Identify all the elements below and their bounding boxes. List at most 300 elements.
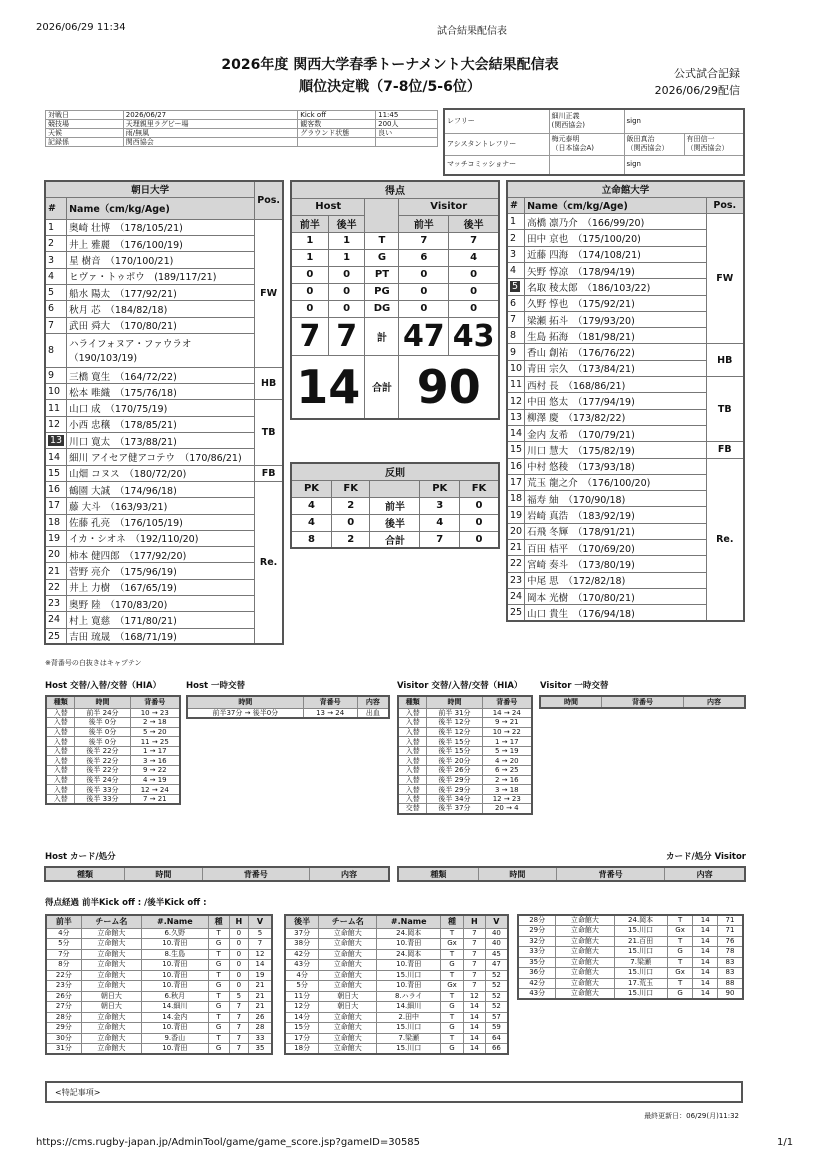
score-row <box>291 232 499 249</box>
table-cell: 立命館大 <box>81 928 141 939</box>
penalty-hfk: 2 <box>331 531 370 548</box>
info-cell: 天候 <box>46 129 124 138</box>
table-cell: 入替 <box>46 794 75 804</box>
score-progress-row <box>46 939 272 950</box>
position-tb: TB <box>706 377 744 442</box>
table-cell: 6 → 25 <box>482 766 532 776</box>
table-cell: 7 <box>229 1033 248 1044</box>
player-row <box>507 377 744 393</box>
sub-row <box>398 766 532 776</box>
table-cell: 5 → 20 <box>130 727 180 737</box>
player-number: 9 <box>48 370 55 382</box>
table-cell: 立命館大 <box>319 939 377 950</box>
table-cell: T <box>208 991 229 1002</box>
table-cell: 14 <box>693 936 718 947</box>
player-name-cell <box>67 579 255 595</box>
total-label: 合計 <box>365 355 399 419</box>
player-row <box>45 219 283 235</box>
table-cell: 8.ハライ <box>377 991 441 1002</box>
player-name: 奥崎 壮博 （178/105/21) <box>69 223 183 235</box>
score-progress-row <box>518 968 743 979</box>
table-cell: 30分 <box>46 1033 81 1044</box>
table-cell: 27分 <box>46 1002 81 1013</box>
score-h2: 0 <box>328 300 365 317</box>
table-cell: 21 <box>248 1002 272 1013</box>
player-number: 1 <box>510 216 517 228</box>
player-row <box>45 367 283 383</box>
sub-row <box>398 804 532 814</box>
table-cell: G <box>667 989 693 1000</box>
sub-row <box>46 737 180 747</box>
player-name-cell <box>67 317 255 333</box>
player-number-cell <box>507 295 525 311</box>
player-number: 18 <box>510 493 523 505</box>
score-progress-row <box>46 1044 272 1055</box>
player-number-cell <box>507 588 525 604</box>
score-h2: 1 <box>328 232 365 249</box>
visitor-total: 90 <box>399 355 499 419</box>
player-number-cell <box>507 214 525 230</box>
table-cell: 10 → 23 <box>130 708 180 718</box>
player-number: 25 <box>510 607 523 619</box>
player-name: 藤 大斗 （163/93/21) <box>69 501 168 513</box>
player-number: 1 <box>48 221 55 233</box>
player-row <box>45 498 283 514</box>
score-v1: 0 <box>399 266 449 283</box>
table-cell: 47 <box>485 960 508 971</box>
player-row <box>507 214 744 230</box>
player-number: 2 <box>510 232 517 244</box>
host-name-header: Name（cm/kg/Age) <box>67 197 255 219</box>
player-name: 青田 宗久 （173/84/21) <box>527 364 635 376</box>
sub-row <box>398 708 532 718</box>
player-name: 福寿 紬 （170/90/18) <box>527 494 626 506</box>
player-row <box>45 301 283 317</box>
table-cell: 24.岡本 <box>377 949 441 960</box>
score-v1: 0 <box>399 283 449 300</box>
player-number-cell <box>507 279 525 295</box>
player-name-cell <box>525 360 706 376</box>
table-cell: 6.久野 <box>142 928 208 939</box>
table-cell: 24.岡本 <box>614 915 667 926</box>
player-name-cell <box>525 572 706 588</box>
host-team-name: 朝日大学 <box>45 181 255 197</box>
player-name-cell <box>67 236 255 252</box>
table-cell: 33 <box>248 1033 272 1044</box>
penalty-title: 反則 <box>291 463 499 480</box>
player-name: イカ・シオネ （192/110/20) <box>69 534 199 546</box>
table-cell: 18分 <box>285 1044 319 1055</box>
player-number: 7 <box>510 314 517 326</box>
table-cell: G <box>441 1023 464 1034</box>
column-header: 背番号 <box>482 696 532 708</box>
score-progress-row <box>518 915 743 926</box>
player-number: 12 <box>48 418 61 430</box>
player-row <box>45 384 283 400</box>
table-cell: 43分 <box>518 989 556 1000</box>
table-cell: 後半 22分 <box>75 746 130 756</box>
score-label: PG <box>365 283 399 300</box>
page-subtitle: 順位決定戦（7-8位/5-6位） <box>299 79 481 95</box>
player-number-cell <box>507 442 525 458</box>
score-progress-row <box>46 928 272 939</box>
table-cell: 入替 <box>398 746 427 756</box>
table-cell: 28 <box>248 1023 272 1034</box>
column-header: 種 <box>208 915 229 928</box>
column-header: 内容 <box>309 867 389 881</box>
player-number-cell <box>45 252 67 268</box>
player-name: 三橋 寛生 （164/72/22) <box>69 371 177 383</box>
table-cell: 13 → 24 <box>303 708 357 718</box>
player-row <box>45 628 283 644</box>
score-visitor-header: Visitor <box>399 198 499 215</box>
player-number-cell <box>45 219 67 235</box>
table-cell: 15分 <box>285 1023 319 1034</box>
player-number-cell <box>45 530 67 546</box>
table-header-row <box>187 696 389 708</box>
table-cell: 後半 15分 <box>427 737 482 747</box>
sub-row <box>46 727 180 737</box>
table-cell: 14 <box>693 947 718 958</box>
score-progress-row <box>285 949 508 960</box>
score-h1: 0 <box>291 283 328 300</box>
score-progress-row <box>518 989 743 1000</box>
table-cell: 5 <box>229 991 248 1002</box>
table-cell: 24.岡本 <box>377 928 441 939</box>
table-cell: 0 <box>229 981 248 992</box>
player-name-cell <box>67 416 255 432</box>
player-name-cell <box>67 433 255 449</box>
table-cell: 交替 <box>398 804 427 814</box>
column-header: 背番号 <box>130 696 180 708</box>
player-name: 武田 舜大 （170/80/21) <box>69 321 177 333</box>
column-header: 背番号 <box>602 696 684 708</box>
ar3-assoc: （関西協会） <box>686 144 729 152</box>
position-hb: HB <box>706 344 744 377</box>
table-cell: 22分 <box>46 970 81 981</box>
player-number-cell <box>507 393 525 409</box>
player-name: 井上 雅麗 （176/100/19) <box>69 239 183 251</box>
penalty-table <box>290 462 500 549</box>
player-name-cell <box>67 268 255 284</box>
table-cell: 64 <box>485 1033 508 1044</box>
player-number-cell <box>507 474 525 490</box>
table-cell: T <box>208 1012 229 1023</box>
info-row <box>46 138 438 147</box>
temp-sub-row <box>187 708 389 718</box>
table-cell: 15.川口 <box>614 947 667 958</box>
player-row <box>507 442 744 458</box>
player-number-cell <box>45 301 67 317</box>
table-cell: 11分 <box>285 991 319 1002</box>
player-name-cell <box>67 612 255 628</box>
progress-table-3 <box>517 914 744 1000</box>
table-cell: 立命館大 <box>556 915 614 926</box>
visitor-subs-table <box>397 695 533 815</box>
column-header: 内容 <box>684 696 746 708</box>
player-name-cell <box>525 295 706 311</box>
score-h2: 1 <box>328 249 365 266</box>
column-header: H <box>229 915 248 928</box>
special-notes: <特記事項> <box>45 1081 743 1103</box>
table-cell: T <box>667 957 693 968</box>
info-cell: 競技場 <box>46 120 124 129</box>
table-cell: 33分 <box>518 947 556 958</box>
table-cell: 78 <box>718 947 744 958</box>
table-cell: 後半 22分 <box>75 756 130 766</box>
host-team-table <box>44 180 284 645</box>
player-number: 22 <box>510 558 523 570</box>
player-row <box>45 449 283 465</box>
ar2-name: 飯田真治 <box>626 135 655 143</box>
table-cell: 立命館大 <box>319 1033 377 1044</box>
score-progress-row <box>46 970 272 981</box>
info-row <box>46 111 438 120</box>
player-number-cell <box>45 498 67 514</box>
player-name-cell <box>67 384 255 400</box>
player-name: 吉田 琉晟 （168/71/19) <box>69 632 177 644</box>
table-header-row <box>398 867 745 881</box>
table-cell: 12分 <box>285 1002 319 1013</box>
player-number-cell <box>45 384 67 400</box>
ar1-assoc: （日本協会A) <box>551 144 595 152</box>
position-re: Re. <box>255 481 283 644</box>
column-header: 種類 <box>398 867 478 881</box>
score-progress-row <box>46 1002 272 1013</box>
player-number: 8 <box>48 344 55 356</box>
player-number: 25 <box>48 630 61 642</box>
page-title: 2026年度 関西大学春季トーナメント大会結果配信表 <box>221 57 559 73</box>
table-cell: 14.細川 <box>377 1002 441 1013</box>
player-number: 14 <box>510 428 523 440</box>
table-cell: 2.田中 <box>377 1012 441 1023</box>
position-re: Re. <box>706 458 744 621</box>
player-number-cell <box>507 556 525 572</box>
score-table <box>290 180 500 420</box>
visitor-pk-header: PK <box>420 480 459 497</box>
score-v1: 7 <box>399 232 449 249</box>
table-cell: 入替 <box>398 727 427 737</box>
player-name: 松本 唯織 （175/76/18) <box>69 387 177 399</box>
column-header: 背番号 <box>202 867 309 881</box>
player-number-cell <box>507 540 525 556</box>
score-progress-row <box>285 1002 508 1013</box>
table-cell: 立命館大 <box>81 970 141 981</box>
player-name: 菅野 亮介 （175/96/19) <box>69 567 177 579</box>
player-row <box>45 400 283 416</box>
table-cell: 後半 34分 <box>427 794 482 804</box>
player-number: 22 <box>48 581 61 593</box>
table-cell: 後半 33分 <box>75 794 130 804</box>
player-name: 田中 京也 （175/100/20) <box>527 234 641 246</box>
table-cell: 14 <box>463 1044 485 1055</box>
table-cell: 6.秋月 <box>142 991 208 1002</box>
visitor-name-header: Name（cm/kg/Age) <box>525 197 706 213</box>
table-cell: T <box>441 1033 464 1044</box>
table-cell: 31分 <box>46 1044 81 1055</box>
player-number-cell <box>45 547 67 563</box>
table-cell: 15.川口 <box>614 989 667 1000</box>
sub-row <box>46 794 180 804</box>
table-cell: 立命館大 <box>319 970 377 981</box>
player-number: 20 <box>48 549 61 561</box>
player-number-cell <box>507 425 525 441</box>
player-number-cell <box>45 563 67 579</box>
player-number-cell <box>507 458 525 474</box>
table-cell: 出血 <box>357 708 389 718</box>
table-cell: Gx <box>667 968 693 979</box>
table-cell: 後半 15分 <box>427 746 482 756</box>
player-row <box>45 236 283 252</box>
score-label: DG <box>365 300 399 317</box>
table-cell: G <box>208 1044 229 1055</box>
player-name: 山畑 コヌス （180/72/20) <box>69 469 187 481</box>
player-number-cell <box>507 572 525 588</box>
table-cell: 4分 <box>46 928 81 939</box>
table-cell: 38分 <box>285 939 319 950</box>
table-cell: 7.梁瀬 <box>614 957 667 968</box>
column-header: 種類 <box>398 696 427 708</box>
table-cell: 12 <box>463 991 485 1002</box>
host-temp-table <box>186 695 390 719</box>
sub-row <box>46 756 180 766</box>
player-name-cell <box>525 279 706 295</box>
player-number-cell <box>45 416 67 432</box>
score-v1: 6 <box>399 249 449 266</box>
table-cell: 28分 <box>518 915 556 926</box>
player-number: 15 <box>510 444 523 456</box>
score-progress-row <box>46 949 272 960</box>
table-cell: 15.川口 <box>377 1044 441 1055</box>
table-cell: 入替 <box>398 766 427 776</box>
host-card-table <box>44 866 390 882</box>
table-cell: 後半 29分 <box>427 785 482 795</box>
sub-row <box>398 737 532 747</box>
visitor-subs-label: Visitor 交替/入替/交替（HIA） <box>397 681 523 691</box>
table-cell: 立命館大 <box>81 1044 141 1055</box>
host-pos-header: Pos. <box>255 181 283 219</box>
table-cell: 7 → 21 <box>130 794 180 804</box>
column-header: 背番号 <box>303 696 357 708</box>
player-name: 柳澤 慶 （173/82/22) <box>527 413 626 425</box>
score-row <box>291 266 499 283</box>
player-number: 16 <box>510 460 523 472</box>
table-cell: 入替 <box>46 766 75 776</box>
table-cell: 32分 <box>518 936 556 947</box>
player-row <box>45 481 283 497</box>
player-name: 鶴園 大誠 （174/96/18) <box>69 485 177 497</box>
visitor-second-total: 43 <box>449 317 499 355</box>
column-header: 内容 <box>665 867 745 881</box>
info-cell: Kick off <box>298 111 376 120</box>
table-cell: 前半 31分 <box>427 708 482 718</box>
player-row <box>45 547 283 563</box>
sub-row <box>46 718 180 728</box>
player-name: 中尾 思 （172/82/18) <box>527 576 626 588</box>
table-cell: 71 <box>718 915 744 926</box>
ar1-name: 梅元泰明 <box>551 135 580 143</box>
table-cell: G <box>441 960 464 971</box>
score-progress-row <box>285 1012 508 1023</box>
player-number: 19 <box>48 532 61 544</box>
table-cell: 7 <box>229 1002 248 1013</box>
player-number-cell <box>507 523 525 539</box>
penalty-vfk: 0 <box>459 514 499 531</box>
referee-assoc: (関西協会) <box>551 121 585 130</box>
player-name: ヒヴァ・トゥポウ (189/117/21) <box>69 272 217 284</box>
table-cell: 76 <box>718 936 744 947</box>
table-cell: 19 <box>248 970 272 981</box>
subtotal-label: 計 <box>365 317 399 355</box>
column-header: 背番号 <box>557 867 665 881</box>
player-name: 細川 アイセア健アコテウ （170/86/21) <box>69 453 242 464</box>
player-number: 24 <box>510 591 523 603</box>
player-number-cell <box>507 262 525 278</box>
player-name-cell <box>525 311 706 327</box>
table-cell: 26 <box>248 1012 272 1023</box>
table-cell: 2 → 18 <box>130 718 180 728</box>
table-header-row <box>398 696 532 708</box>
table-cell: 12 → 23 <box>482 794 532 804</box>
player-name-cell <box>67 465 255 481</box>
table-cell: 入替 <box>46 727 75 737</box>
table-header-row <box>285 915 508 928</box>
table-cell: 83 <box>718 968 744 979</box>
penalty-vpk: 3 <box>420 497 459 514</box>
player-name: 西村 長 （168/86/21) <box>527 380 626 392</box>
table-cell: 15.川口 <box>377 970 441 981</box>
score-label: PT <box>365 266 399 283</box>
host-pk-header: PK <box>291 480 331 497</box>
table-cell: 朝日大 <box>319 991 377 1002</box>
table-cell: 朝日大 <box>319 1002 377 1013</box>
table-cell: T <box>208 1033 229 1044</box>
table-cell: Gx <box>441 939 464 950</box>
penalty-hpk: 8 <box>291 531 331 548</box>
player-row <box>45 530 283 546</box>
table-cell: 5 → 19 <box>482 746 532 756</box>
progress-table-2 <box>284 914 509 1055</box>
info-cell: グラウンド状態 <box>298 129 376 138</box>
table-cell: 入替 <box>46 775 75 785</box>
table-cell: 立命館大 <box>556 926 614 937</box>
penalty-label: 後半 <box>370 514 420 531</box>
penalty-hpk: 4 <box>291 497 331 514</box>
table-cell: 14 <box>248 960 272 971</box>
sub-row <box>398 775 532 785</box>
table-cell: 14分 <box>285 1012 319 1023</box>
column-header: チーム名 <box>319 915 377 928</box>
table-cell: 入替 <box>398 708 427 718</box>
table-cell: 15.川口 <box>377 1023 441 1034</box>
table-cell: 後半 12分 <box>427 727 482 737</box>
host-second-total: 7 <box>328 317 365 355</box>
player-number: 19 <box>510 509 523 521</box>
table-cell: 立命館大 <box>556 936 614 947</box>
score-progress-row <box>285 1044 508 1055</box>
player-name: 船水 陽太 （177/92/21) <box>69 288 177 300</box>
table-cell: 入替 <box>46 708 75 718</box>
player-name-cell <box>525 540 706 556</box>
table-cell: 7 <box>463 949 485 960</box>
host-fk-header: FK <box>331 480 370 497</box>
table-cell: 後半 37分 <box>427 804 482 814</box>
column-header: チーム名 <box>81 915 141 928</box>
player-name: 名取 稜太郎 （186/103/22) <box>527 282 651 294</box>
sub-row <box>398 727 532 737</box>
player-number: 13 <box>50 435 63 447</box>
player-row <box>45 284 283 300</box>
